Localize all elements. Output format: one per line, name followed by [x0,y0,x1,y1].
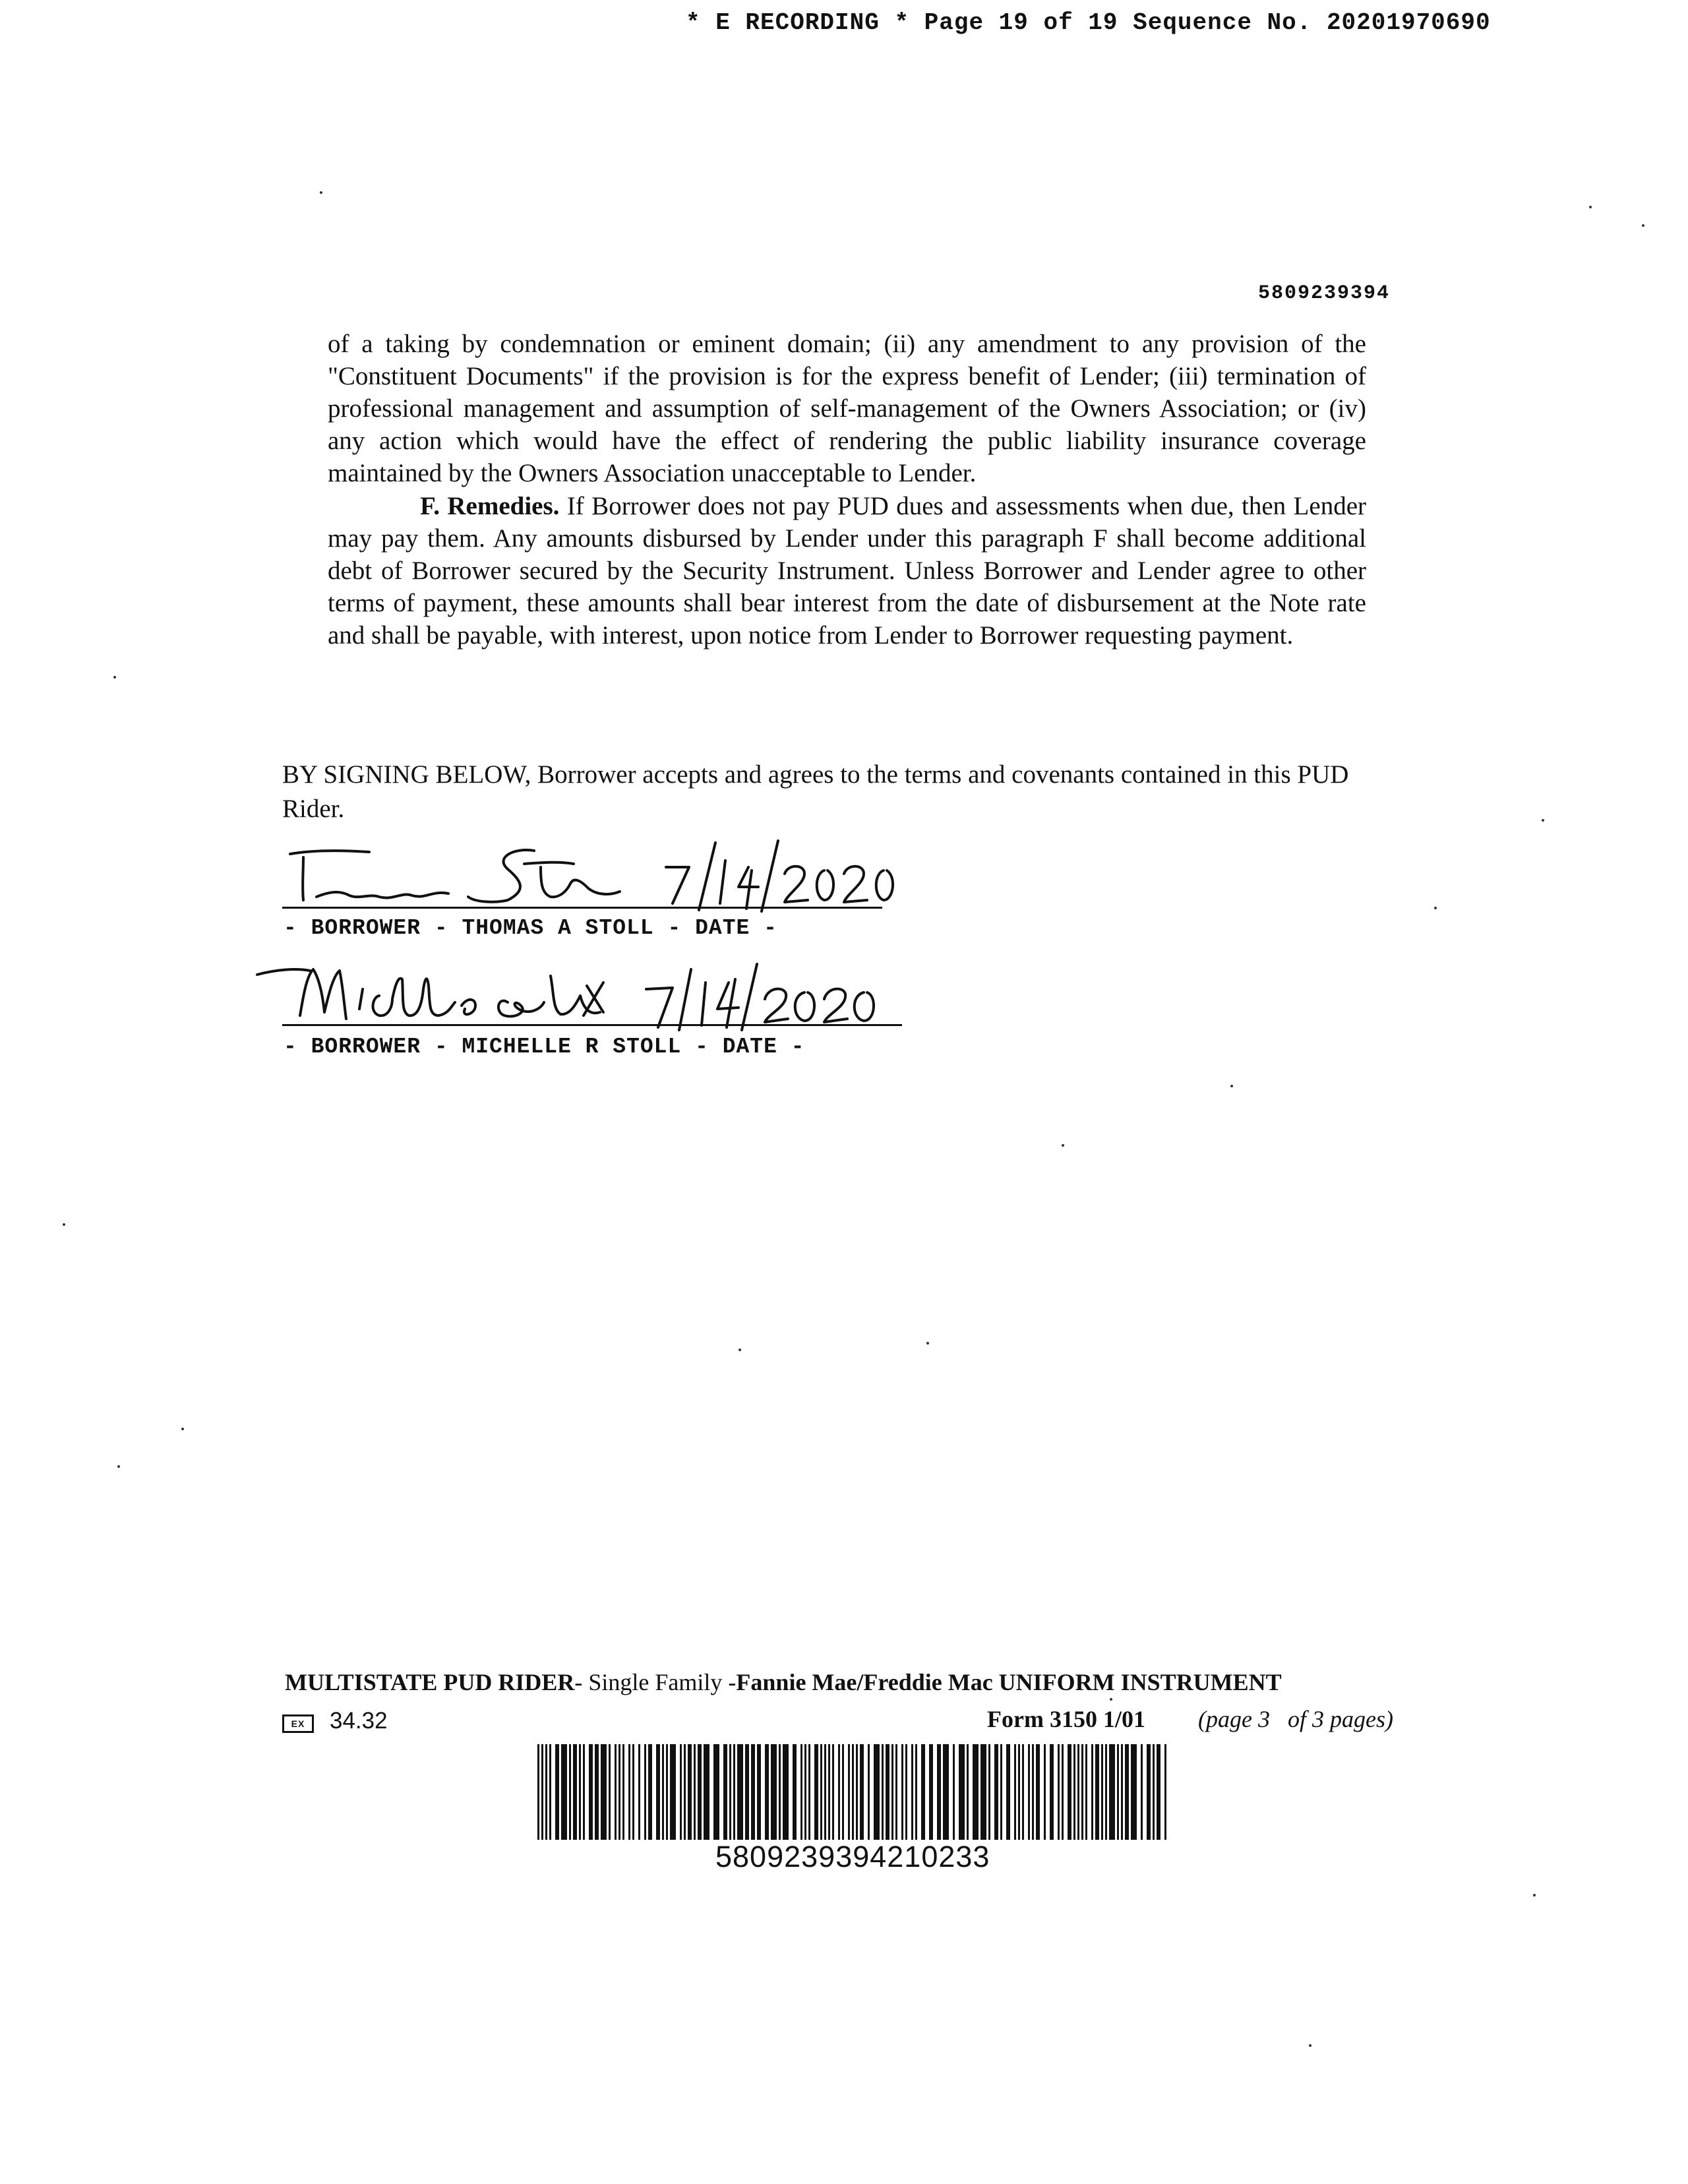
barcode-bar [882,1744,884,1840]
scan-speck [1434,907,1437,909]
barcode-bar [638,1744,640,1840]
barcode-bar [670,1744,676,1840]
barcode-bar [848,1744,850,1840]
barcode-bar [751,1744,755,1840]
form-title-regular: - Single Family - [574,1669,737,1695]
barcode-bar [1058,1744,1060,1840]
barcode-bar [891,1744,893,1840]
barcode-bar [1073,1744,1075,1840]
signature-line-1 [282,907,882,909]
barcode-bar [929,1744,933,1840]
barcode-bar [874,1744,880,1840]
barcode-bar [814,1744,818,1840]
barcode-bar [583,1744,585,1840]
barcode-bar [632,1744,634,1840]
barcode-bar [856,1744,858,1840]
signature-caption-michelle-stoll: - BORROWER - MICHELLE R STOLL - DATE - [284,1035,805,1059]
barcode-bar [1000,1744,1002,1840]
barcode-bar [1105,1744,1107,1840]
signature-thomas-stoll [277,831,910,913]
paragraph-f-body: If Borrower does not pay PUD dues and assessments when due, then Lender may pay them. Any amounts disbursed by Lender under this paragraph F shall become additional debt of Borrower secured by the Security Instrument. Unless Borrower and Lender agree to other terms of payment, these amounts shall bear interest from the date of disbursement at the Note rate and shall be payable, with interest, upon notice from Lender to Borrower requesting payment. [328,492,1366,650]
barcode-bar [1018,1744,1020,1840]
barcode-bar [757,1744,761,1840]
barcode-bar [765,1744,769,1840]
barcode-bar [895,1744,897,1840]
scan-speck [117,1465,120,1468]
barcode-bar [793,1744,797,1840]
barcode-bar [911,1744,913,1840]
barcode-bar [1062,1744,1064,1840]
paragraph-f-heading: F. Remedies. [420,492,560,520]
barcode-bar [1014,1744,1016,1840]
barcode-bar [842,1744,844,1840]
form-title-bold-2: Fannie Mae/Freddie Mac UNIFORM INSTRUMENT [736,1669,1282,1695]
barcode-bar [1044,1744,1046,1840]
signature-caption-thomas-stoll: - BORROWER - THOMAS A STOLL - DATE - [284,916,777,940]
barcode-bar [1068,1744,1071,1840]
barcode-bar [838,1744,840,1840]
barcode-bar [628,1744,630,1840]
barcode-bar [589,1744,593,1840]
barcode [537,1744,1167,1840]
barcode-bar [824,1744,826,1840]
barcode-bar [733,1744,735,1840]
barcode-bar [937,1744,941,1840]
barcode-bar [808,1744,810,1840]
form-number: Form 3150 1/01 [987,1706,1145,1732]
barcode-bar [1050,1744,1054,1840]
barcode-number: 5809239394210233 [715,1840,990,1873]
barcode-bar [980,1744,986,1840]
barcode-bar [994,1744,998,1840]
barcode-bar [545,1744,547,1840]
barcode-bar [662,1744,664,1840]
barcode-bar [779,1744,781,1840]
recording-header: * E RECORDING * Page 19 of 19 Sequence No. 20201970690 [686,9,1491,36]
barcode-bar [698,1744,702,1840]
barcode-bar [1077,1744,1079,1840]
barcode-bar [713,1744,719,1840]
scan-speck [738,1349,741,1351]
barcode-bar [737,1744,743,1840]
paragraph-f-remedies [328,490,1366,652]
barcode-bar [609,1744,611,1840]
barcode-bar [1131,1744,1137,1840]
scan-speck [926,1342,929,1345]
barcode-bar [832,1744,834,1840]
barcode-bar [569,1744,571,1840]
scan-speck [181,1428,184,1430]
barcode-bar [723,1744,727,1840]
barcode-bar [1085,1744,1087,1840]
barcode-bar [973,1744,979,1840]
barcode-bar [1125,1744,1129,1840]
signature-michelle-stoll [251,950,910,1032]
barcode-bar [745,1744,749,1840]
barcode-bar [959,1744,965,1840]
barcode-bar [886,1744,889,1840]
barcode-bar [860,1744,864,1840]
barcode-bar [561,1744,567,1840]
barcode-bar [828,1744,830,1840]
barcode-bar [820,1744,822,1840]
barcode-bar [901,1744,903,1840]
scan-speck [63,1223,65,1226]
barcode-bar [1081,1744,1083,1840]
barcode-bar [729,1744,731,1840]
barcode-bar [622,1744,624,1840]
barcode-bar [595,1744,599,1840]
barcode-bar [704,1744,709,1840]
barcode-bar [1147,1744,1151,1840]
barcode-bar [541,1744,543,1840]
barcode-bar [684,1744,686,1840]
barcode-bar [680,1744,682,1840]
barcode-bar [868,1744,870,1840]
barcode-bar [1109,1744,1115,1840]
barcode-bar [1095,1744,1099,1840]
barcode-bar [1022,1744,1024,1840]
barcode-bar [967,1744,969,1840]
barcode-bar [537,1744,539,1840]
scan-speck [1542,819,1544,822]
scan-speck [320,191,322,194]
barcode-bar [579,1744,581,1840]
form-code: 34.32 [330,1708,388,1734]
signature-line-2 [282,1024,902,1026]
barcode-bar [1036,1744,1040,1840]
barcode-bar [953,1744,955,1840]
paragraph-e-continued: of a taking by condemnation or eminent domain; (ii) any amendment to any provision of the "Constituent Documents" if the provision is for the express benefit of Lender; (iii) termination of professional management and assumption of self-management of the Owners Association; or (iv) any action which would have the effect of rendering the public liability insurance coverage maintained by the Owners Association unacceptable to Lender. [328,330,1366,487]
barcode-bar [615,1744,617,1840]
scan-speck [1589,206,1592,208]
barcode-bar [800,1744,802,1840]
barcode-bar [694,1744,696,1840]
barcode-bar [1117,1744,1119,1840]
barcode-bar [1121,1744,1123,1840]
barcode-bar [656,1744,660,1840]
form-page-info: (page 3 of 3 pages) [1198,1706,1393,1732]
barcode-bar [601,1744,607,1840]
barcode-bar [648,1744,652,1840]
barcode-bar [804,1744,806,1840]
barcode-bar [852,1744,854,1840]
barcode-bar [618,1744,620,1840]
barcode-bar [666,1744,668,1840]
barcode-bar [915,1744,917,1840]
barcode-bar [988,1744,990,1840]
barcode-bar [1141,1744,1143,1840]
signing-statement: BY SIGNING BELOW, Borrower accepts and agrees to the terms and covenants contained in this PUD Rider. [282,760,1349,823]
scan-speck [1533,1894,1536,1896]
barcode-bar [783,1744,789,1840]
barcode-bar [1153,1744,1155,1840]
barcode-bar [1091,1744,1093,1840]
scan-speck [1062,1144,1064,1147]
scan-speck [1110,1698,1112,1701]
barcode-bar [1006,1744,1010,1840]
scan-speck [1230,1085,1233,1087]
form-title-bold: MULTISTATE PUD RIDER [285,1669,575,1695]
barcode-bar [1164,1744,1166,1840]
scan-speck [113,676,116,679]
scan-speck [1309,2044,1311,2047]
barcode-bar [688,1744,692,1840]
form-code-icon: EX [282,1714,314,1733]
barcode-bar [1157,1744,1160,1840]
barcode-bar [644,1744,646,1840]
form-title [285,1668,1282,1696]
barcode-bar [549,1744,551,1840]
scan-speck [1642,224,1644,227]
barcode-bar [905,1744,907,1840]
barcode-bar [943,1744,949,1840]
barcode-bar [1028,1744,1030,1840]
barcode-bar [771,1744,777,1840]
barcode-bar [921,1744,925,1840]
barcode-bar [1032,1744,1034,1840]
loan-number: 5809239394 [1258,282,1391,305]
barcode-bar [555,1744,559,1840]
barcode-bar [1101,1744,1103,1840]
barcode-bar [573,1744,577,1840]
